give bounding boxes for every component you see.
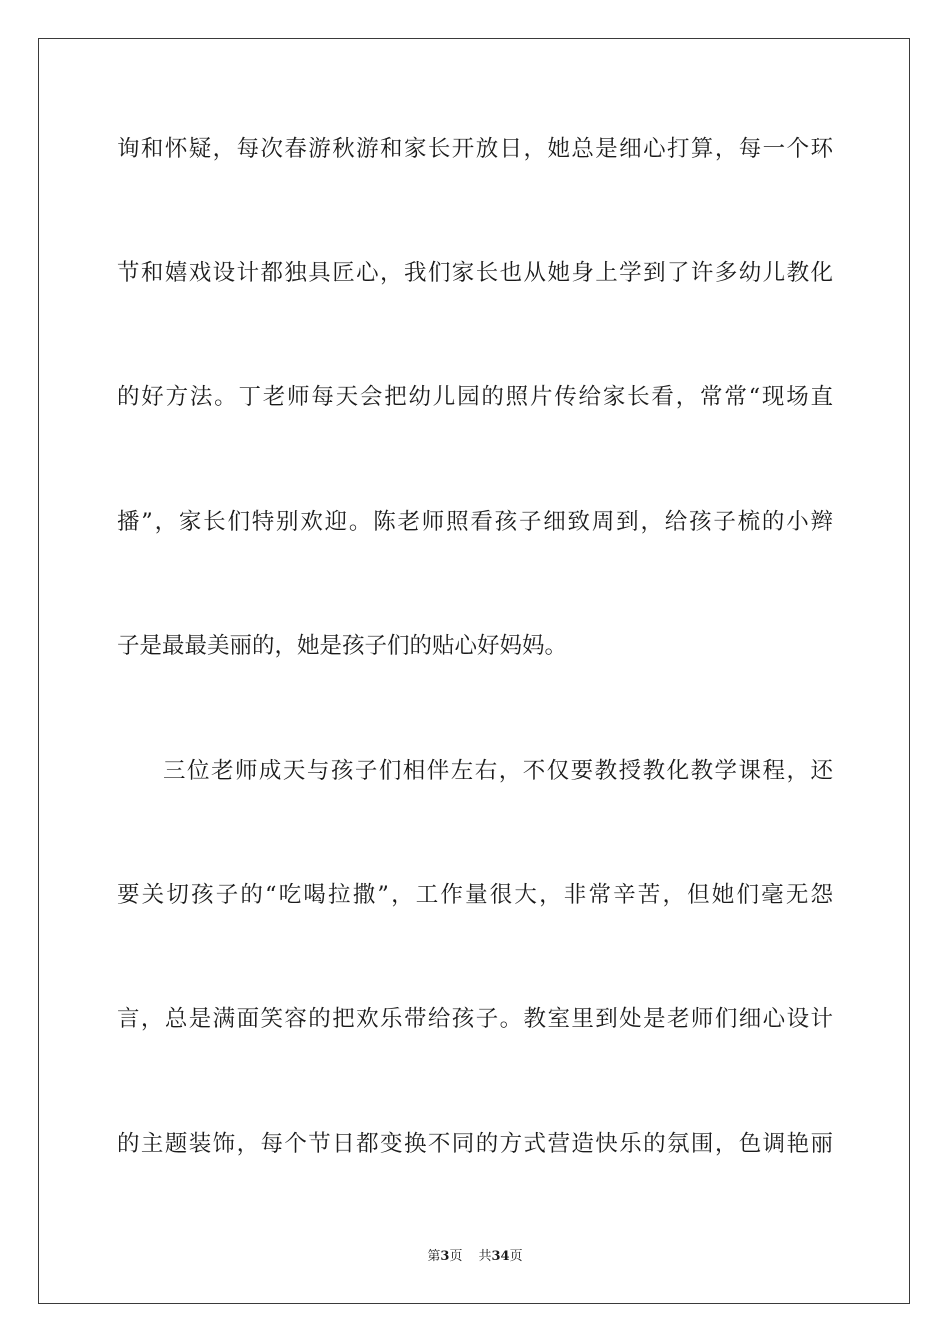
body-line-2: 节和嬉戏设计都独具匠心，我们家长也从她身上学到了许多幼儿教化 <box>117 260 833 286</box>
page-footer <box>0 1248 950 1266</box>
body-line-6: 三位老师成天与孩子们相伴左右，不仅要教授教化教学课程，还 <box>163 758 833 784</box>
body-line-8: 言，总是满面笑容的把欢乐带给孩子。教室里到处是老师们细心设计 <box>117 1006 833 1032</box>
footer-total-pages: 34 <box>491 1249 510 1264</box>
body-line-9: 的主题装饰，每个节日都变换不同的方式营造快乐的氛围，色调艳丽 <box>117 1131 833 1157</box>
body-line-1: 询和怀疑，每次春游秋游和家长开放日，她总是细心打算，每一个环 <box>117 136 833 162</box>
body-line-7: 要关切孩子的“吃喝拉撒”，工作量很大，非常辛苦，但她们毫无怨 <box>117 882 833 908</box>
page-border <box>38 38 910 1304</box>
footer-page-prefix: 第 <box>427 1249 441 1264</box>
footer-page-suffix: 页 <box>449 1249 463 1264</box>
body-line-3: 的好方法。丁老师每天会把幼儿园的照片传给家长看，常常“现场直 <box>117 384 833 410</box>
footer-current-page: 3 <box>440 1249 450 1264</box>
footer-total-prefix: 共 <box>478 1249 492 1264</box>
footer-total-suffix: 页 <box>509 1249 523 1264</box>
body-line-4: 播”，家长们特别欢迎。陈老师照看孩子细致周到，给孩子梳的小辫 <box>117 509 833 535</box>
body-line-5: 子是最最美丽的，她是孩子们的贴心好妈妈。 <box>117 633 568 659</box>
